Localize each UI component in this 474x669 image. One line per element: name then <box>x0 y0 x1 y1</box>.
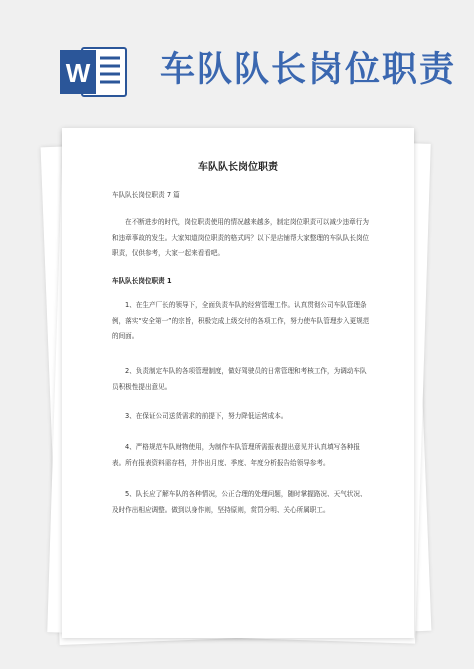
section-heading: 车队队长岗位职责 1 <box>112 277 172 285</box>
page-title: 车队队长岗位职责 <box>160 50 457 90</box>
document-page <box>62 128 414 638</box>
collection-line: 车队队长岗位职责 7 篇 <box>112 191 180 199</box>
word-icon-letter: W <box>65 58 91 88</box>
document-title: 车队队长岗位职责 <box>198 162 278 173</box>
duty-item: 1、在生产厂长的领导下，全面负责车队的经营管理工作。认真贯彻公司车队管理条例，落实“安全第一”的宗旨，积极完成上级交付的各项工作，努力使车队管理步入更规范的间面。 <box>112 301 370 340</box>
duty-item: 4、严格规范车队财物使用，为制作车队管理所需报表提出意见并认真填写各种报表。所有报表资料需存档，并作出月度、季度、年度分析报告给领导参考。 <box>112 443 360 467</box>
duty-item: 2、负责制定车队的各项管理制度，做好驾驶员的日常管理和考核工作，为调动车队员积极性提出意见。 <box>112 367 367 391</box>
header-banner <box>0 0 474 130</box>
duty-item: 5、队长应了解车队的各种情况，公正合理的处理问题，随时掌握路况、天气状况、及时作出相应调整。做到以身作则，坚持原则，赏罚分明、关心所属职工。 <box>112 490 367 514</box>
word-document-icon <box>58 44 130 100</box>
duty-item: 3、在保证公司送货需求的前提下，努力降低运营成本。 <box>125 412 288 420</box>
intro-paragraph: 在不断进步的时代，岗位职责使用的情况越来越多，制定岗位职责可以减少违章行为和违章事故的发生。大家知道岗位职责的格式吗？以下是店铺帮大家整理的车队队长岗位职责，仅供参考，大家一起来看看吧。 <box>112 218 370 257</box>
